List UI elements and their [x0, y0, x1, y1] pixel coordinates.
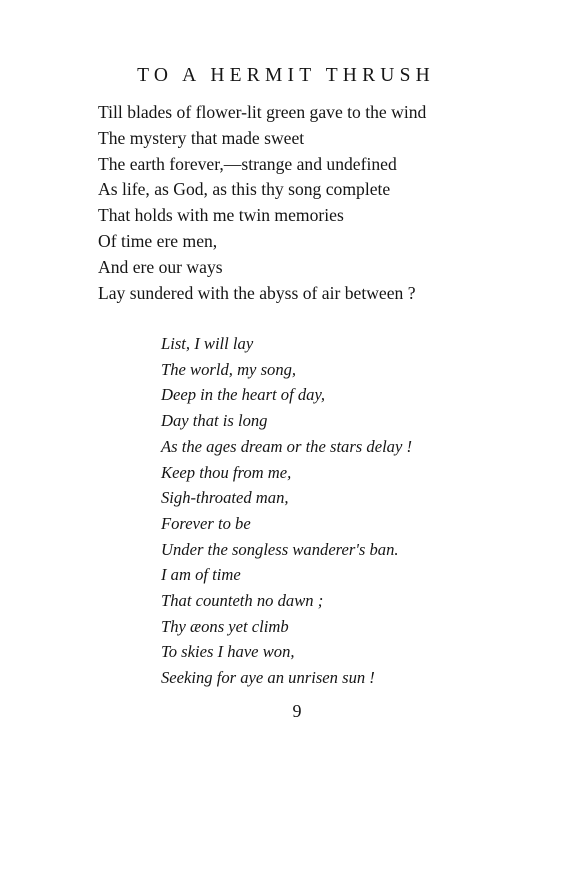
poem-line: And ere our ways	[98, 256, 223, 277]
poem-line: Thy æons yet climb	[161, 616, 289, 636]
poem-line: Under the songless wanderer's ban.	[161, 539, 399, 559]
poem-line: To skies I have won,	[161, 642, 295, 662]
poem-line: As life, as God, as this thy song complete	[98, 179, 391, 200]
poem-line: As the ages dream or the stars delay !	[161, 436, 413, 456]
poem-line: Till blades of flower-lit green gave to the wind	[98, 102, 427, 122]
poem-line: That counteth no dawn ;	[161, 591, 324, 611]
poem-line: Sigh-throated man,	[161, 488, 289, 508]
poem-line: The world, my song,	[161, 359, 297, 379]
poem-line: The earth forever,—strange and undefined	[98, 153, 397, 174]
stanza-roman	[98, 100, 426, 306]
poem-line: Lay sundered with the abyss of air between ?	[98, 282, 416, 303]
page-number: 9	[292, 701, 302, 721]
poem-title: TO A HERMIT THRUSH	[137, 65, 435, 86]
stanza-italic	[161, 331, 412, 691]
poem-line: The mystery that made sweet	[98, 127, 305, 148]
poem-line: That holds with me twin memories	[98, 205, 344, 226]
poem-line: Keep thou from me,	[161, 462, 292, 482]
poem-line: Deep in the heart of day,	[161, 385, 326, 405]
poem-line: Of time ere men,	[98, 230, 218, 251]
poem-line: List, I will lay	[161, 334, 254, 353]
poem-line: Seeking for aye an unrisen sun !	[161, 668, 375, 688]
poem-line: Day that is long	[161, 411, 268, 431]
poem-line: Forever to be	[161, 513, 251, 533]
poem-line: I am of time	[161, 565, 241, 585]
